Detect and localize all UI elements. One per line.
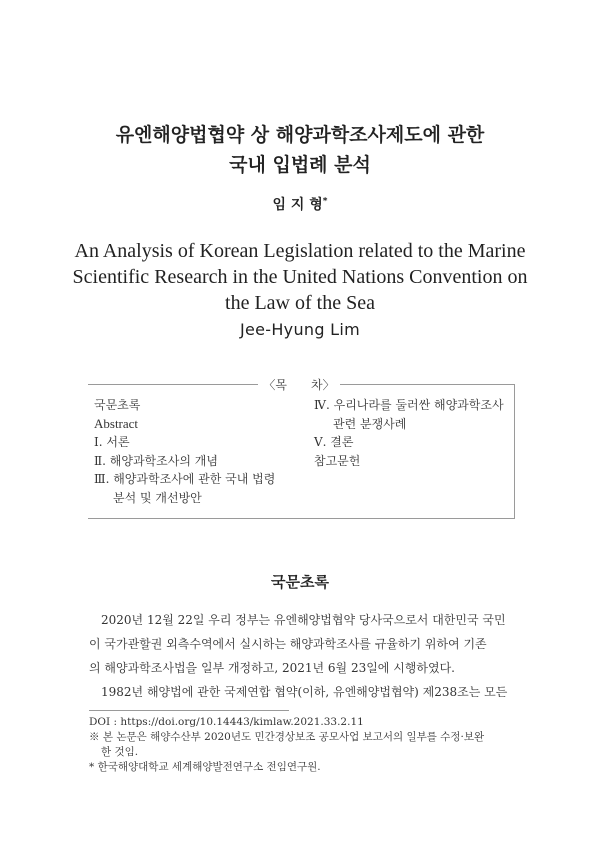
toc-item: 참고문헌: [314, 453, 361, 468]
author-footnote-mark: *: [322, 196, 328, 207]
toc-item: 관련 분쟁사례: [333, 416, 407, 431]
toc-left-column: [94, 396, 309, 507]
korean-title-line-2: 국내 입법례 분석: [229, 154, 371, 176]
author-affiliation-footnote: * 한국해양대학교 세계해양발전연구소 전임연구원.: [89, 761, 321, 773]
toc-item: Ⅴ. 결론: [314, 435, 354, 449]
abstract-heading: 국문초록: [271, 573, 329, 591]
english-author: Jee-Hyung Lim: [239, 320, 361, 339]
korean-title-line-1: 유엔해양법협약 상 해양과학조사제도에 관한: [115, 124, 485, 146]
english-title-line-3: the Law of the Sea: [225, 292, 375, 314]
toc-item: Ⅰ. 서론: [94, 435, 130, 449]
english-title: [60, 238, 540, 316]
korean-author: [0, 194, 600, 214]
abstract-body: [89, 608, 513, 704]
toc-heading: 〈목 차〉: [258, 376, 340, 393]
doi-footnote: DOI : https://doi.org/10.14443/kimlaw.2021.33.2.11: [89, 716, 364, 728]
footnote-divider: [89, 710, 289, 711]
funding-footnote: ※ 본 논문은 해양수산부 2020년도 민간경상보조 공모사업 보고서의 일부를 수정·보완: [89, 731, 485, 743]
toc-item: Ⅲ. 해양과학조사에 관한 국내 법령: [94, 472, 276, 486]
table-of-contents: [88, 378, 515, 519]
toc-item: 분석 및 개선방안: [113, 490, 202, 505]
toc-item: Ⅱ. 해양과학조사의 개념: [94, 453, 218, 468]
toc-item: Abstract: [94, 415, 139, 431]
footnotes: [89, 715, 513, 775]
body-line: 1982년 해양법에 관한 국제연합 협약(이하, 유엔해양법협약) 제238조는 모든: [89, 685, 508, 699]
toc-item: 국문초록: [94, 398, 141, 412]
toc-right-column: [314, 396, 510, 470]
korean-title: [0, 120, 600, 180]
funding-footnote-continued: 한 것임.: [101, 746, 139, 758]
english-title-line-2: Scientific Research in the United Nations Convention on: [72, 266, 528, 288]
body-line: 이 국가관할권 외측수역에서 실시하는 해양과학조사를 규율하기 위하여 기존: [89, 637, 487, 651]
english-title-line-1: An Analysis of Korean Legislation related to the Marine: [74, 240, 526, 262]
toc-item: Ⅳ. 우리나라를 둘러싼 해양과학조사: [314, 398, 504, 412]
toc-top-rule-right: [340, 384, 514, 385]
korean-author-name: 임 지 형: [272, 197, 323, 213]
toc-top-rule-left: [88, 384, 258, 385]
body-line: 의 해양과학조사법을 일부 개정하고, 2021년 6월 23일에 시행하였다.: [89, 661, 455, 675]
body-line: 2020년 12월 22일 우리 정부는 유엔해양법협약 당사국으로서 대한민국 국민: [89, 613, 506, 627]
